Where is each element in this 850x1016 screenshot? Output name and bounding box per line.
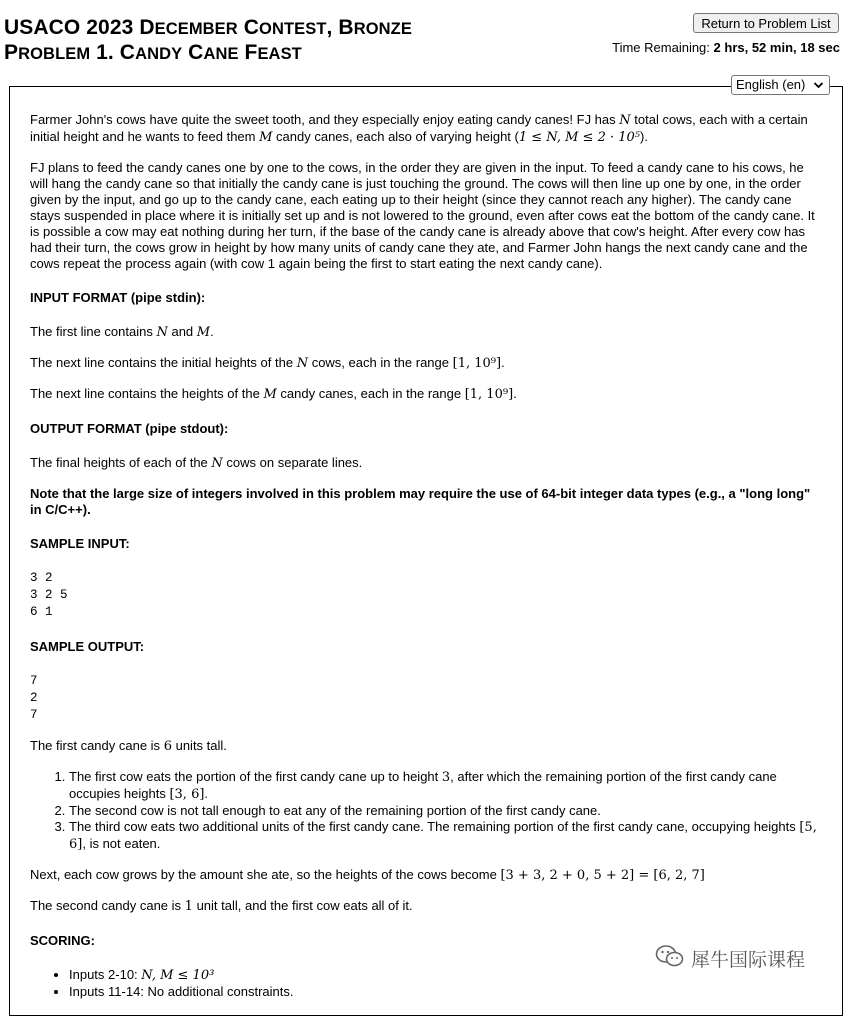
list-item: • Inputs 2-10: N, M ≤ 10³ <box>69 967 822 984</box>
input-format-heading: INPUT FORMAT (pipe stdin): <box>30 290 206 305</box>
watermark <box>655 945 805 971</box>
time-remaining <box>612 40 840 56</box>
explanation-steps <box>30 769 822 853</box>
return-to-problem-list-button[interactable]: Return to Problem List <box>693 13 839 33</box>
intro-paragraph: Farmer John's cows have quite the sweet tooth, and they especially enjoy eating candy canes! FJ has N total cows, each with a certain initial height and he wants to feed them M candy canes, each also of varying height (1 ≤ N, M ≤ 2 · 10⁵). <box>30 112 808 145</box>
list-item: 2. The second cow is not tall enough to eat any of the remaining portion of the first candy cane. <box>69 803 822 819</box>
sample-output-heading: SAMPLE OUTPUT: <box>30 639 145 654</box>
watermark-text: 犀牛国际课程 <box>691 948 806 971</box>
title-line-2: PROBLEM 1. CANDY CANE FEAST <box>4 41 302 64</box>
input-line-2: The next line contains the initial heights of the N cows, each in the range [1, 10⁹]. <box>30 355 505 371</box>
list-item: • Inputs 11-14: No additional constraints. <box>69 984 822 1000</box>
language-selected: English (en) <box>736 77 806 92</box>
chevron-down-icon <box>813 76 824 99</box>
feeding-paragraph: FJ plans to feed the candy canes one by one to the cows, in the order they are given in the input. To feed a candy cane to his cows, he will hang the candy cane so that initially the candy cane is just touching the ground. The cows will then line up one by one, in the order given by the input, and go up to the candy cane, each eating up to their height (since they cannot reach any higher). The candy cane stays suspended in place where it is initially set up and is not lowered to the ground, even after cows eat the bottom of the candy cane. It is possible a cow may eat nothing during her turn, if the base of the candy cane is already above that cow's height. After every cow has had their turn, the cows grow in height by how many units of candy cane they ate, and Farmer John hangs the next candy cane and the cows repeat the process again (with cow 1 again being the first to start eating the next candy cane). <box>30 160 815 271</box>
input-line-3: The next line contains the heights of the M candy canes, each in the range [1, 10⁹]. <box>30 386 517 402</box>
explanation-first-cane: The first candy cane is 6 units tall. <box>30 738 227 754</box>
language-select[interactable] <box>731 75 830 95</box>
scoring-list <box>30 967 822 1000</box>
problem-title <box>4 16 412 66</box>
time-label: Time Remaining: <box>612 40 710 55</box>
sample-input-heading: SAMPLE INPUT: <box>30 536 130 551</box>
explanation-growth: Next, each cow grows by the amount she ate, so the heights of the cows become [3 + 3, 2 + 0, 5 + 2] = [6, 2, 7] <box>30 867 705 883</box>
input-line-1: The first line contains N and M. <box>30 324 214 340</box>
sample-input-block: 3 2 3 2 5 6 1 <box>30 571 68 619</box>
list-item: 3. The third cow eats two additional units of the first candy cane. The remaining portion of the first candy cane, occupying heights [5, 6], is not eaten. <box>69 819 822 853</box>
output-line: The final heights of each of the N cows on separate lines. <box>30 455 363 471</box>
problem-statement <box>30 112 822 1014</box>
title-line-1: USACO 2023 DECEMBER CONTEST, BRONZE <box>4 16 412 39</box>
integer-size-note: Note that the large size of integers involved in this problem may require the use of 64-bit integer data types (e.g., a "long long" in C/C++). <box>30 486 811 517</box>
wechat-icon <box>655 944 685 973</box>
output-format-heading: OUTPUT FORMAT (pipe stdout): <box>30 421 229 436</box>
list-item: 1. The first cow eats the portion of the first candy cane up to height 3, after which the remaining portion of the first candy cane occupies heights [3, 6]. <box>69 769 822 803</box>
time-value: 2 hrs, 52 min, 18 sec <box>713 40 840 55</box>
sample-output-block: 7 2 7 <box>30 674 38 722</box>
scoring-heading: SCORING: <box>30 933 95 948</box>
explanation-second-cane: The second candy cane is 1 unit tall, and the first cow eats all of it. <box>30 898 413 914</box>
